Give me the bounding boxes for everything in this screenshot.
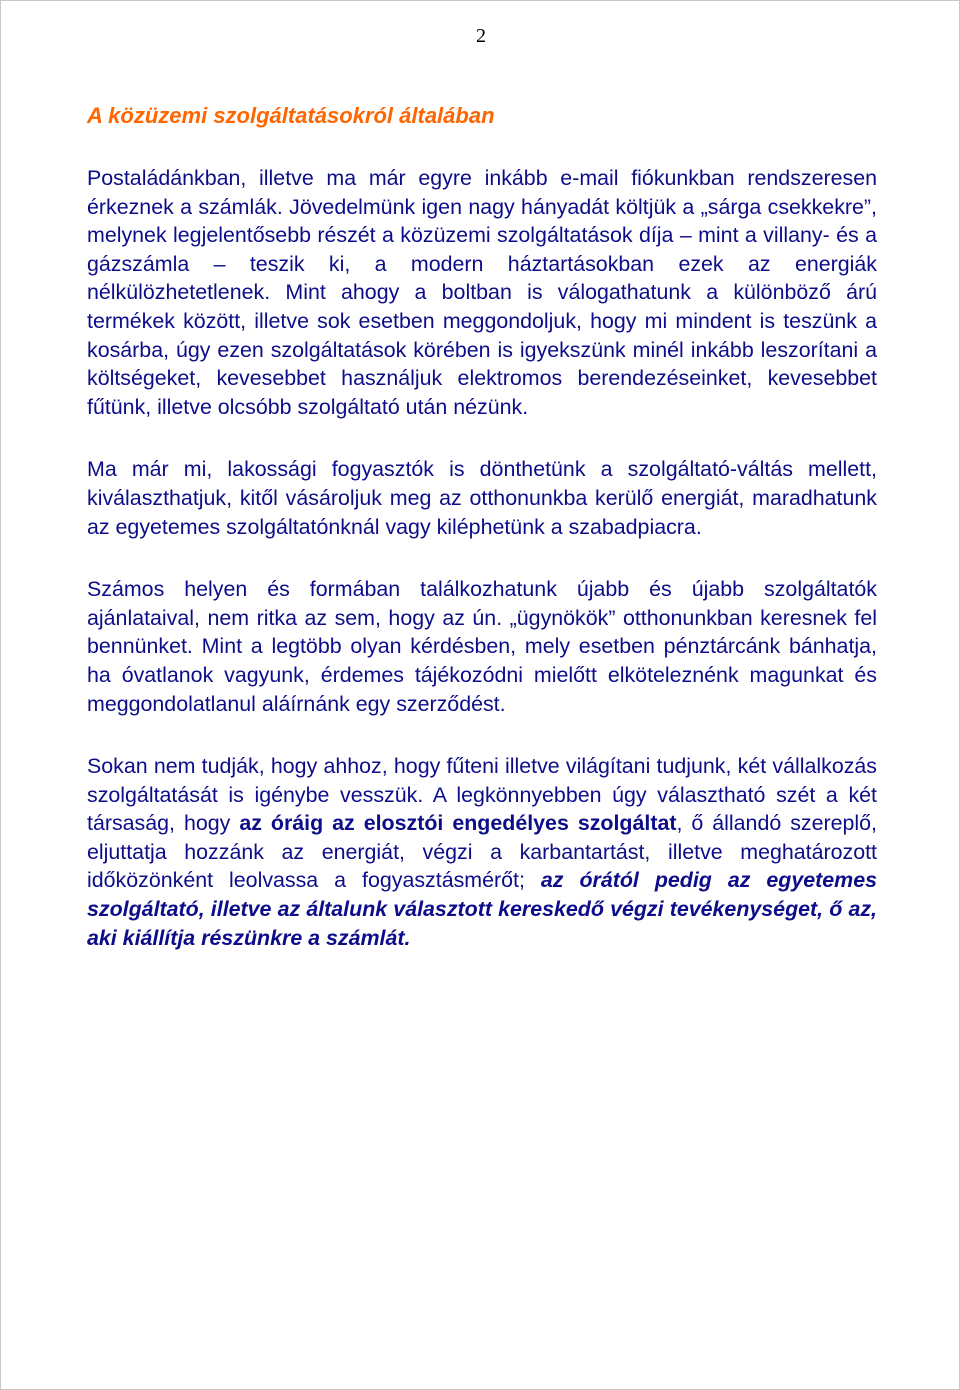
paragraph-4: [87, 752, 877, 952]
paragraph-1: Postaládánkban, illetve ma már egyre inkább e-mail fiókunkban rendszeresen érkeznek a számlák. Jövedelmünk igen nagy hányadát költjük a „sárga csekkekre”, melynek legjelentősebb részét a közüzemi szolgáltatások díja – mint a villany- és a gázszámla – teszik ki, a modern háztartásokban ezek az energiák nélkülözhetetlenek. Mint ahogy a boltban is válogathatunk a különböző árú termékek között, illetve sok esetben meggondoljuk, hogy mi mindent is teszünk a kosárba, úgy ezen szolgáltatások körében is igyekszünk minél inkább leszorítani a költségeket, kevesebbet használjuk elektromos berendezéseinket, kevesebbet fűtünk, illetve olcsóbb szolgáltató után nézünk.: [87, 166, 877, 419]
paragraph-4-text-1: Sokan nem tudják, hogy ahhoz, hogy fűteni illetve világítani tudjunk, két vállalkozás szolgáltatását is igénybe vesszük. A legkönnyebben úgy választható szét a két társaság, hogy: [87, 754, 877, 836]
page-number: 2: [476, 25, 486, 47]
paragraph-4-bold-italic-supplier: az órától pedig az egyetemes szolgáltató, illetve az általunk választott kereskedő végzi tevékenységet, ő az, aki kiállítja részünkre a számlát.: [87, 868, 877, 950]
paragraph-4-text-2: , ő állandó szereplő, eljuttatja hozzánk az energiát, végzi a karbantartást, illetve meghatározott időközönként leolvassa a fogyasztásmérőt;: [87, 811, 878, 893]
paragraph-4-bold-distributor: az óráig az elosztói engedélyes szolgáltat: [239, 811, 677, 836]
paragraph-3: Számos helyen és formában találkozhatunk újabb és újabb szolgáltatók ajánlataival, nem ritka az sem, hogy az ún. „ügynökök” otthonunkban keresnek fel bennünket. Mint a legtöbb olyan kérdésben, mely esetben pénztárcánk bánhatja, ha óvatlanok vagyunk, érdemes tájékozódni mielőtt elköteleznénk magunkat és meggondolatlanul aláírnánk egy szerződést.: [87, 577, 877, 716]
paragraph-2: Ma már mi, lakossági fogyasztók is dönthetünk a szolgáltató-váltás mellett, kiválaszthatjuk, kitől vásároljuk meg az otthonunkba kerülő energiát, maradhatunk az egyetemes szolgáltatónknál vagy kiléphetünk a szabadpiacra.: [87, 457, 877, 539]
article-heading: A közüzemi szolgáltatásokról általában: [87, 103, 495, 128]
article-body: [87, 101, 877, 986]
